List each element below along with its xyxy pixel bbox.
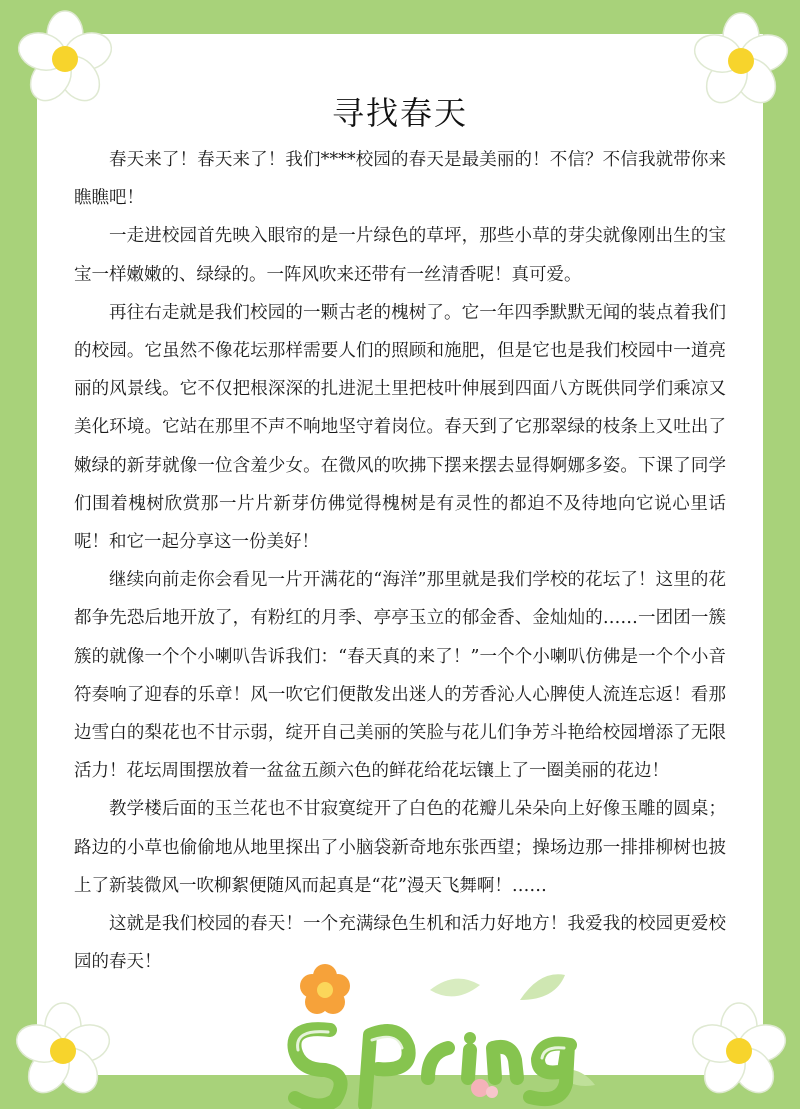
corner-flower-bottom-right-icon: [684, 996, 794, 1106]
corner-flower-bottom-left-icon: [8, 996, 118, 1106]
paragraph: 继续向前走你会看见一片开满花的“海洋”那里就是我们学校的花坛了！这里的花都争先恐后地开放了，有粉红的月季、亭亭玉立的郁金香、金灿灿的……一团团一簇簇的就像一个个小喇叭告诉我们：“春天真的来了！”一个个小喇叭仿佛是一个个小音符奏响了迎春的乐章！风一吹它们便散发出迷人的芳香沁人心脾使人流连忘返！看那边雪白的梨花也不甘示弱，绽开自己美丽的笑脸与花儿们争芳斗艳给校园增添了无限活力！花坛周围摆放着一盆盆五颜六色的鲜花给花坛镶上了一圈美丽的花边！: [74, 570, 726, 782]
paragraph: 教学楼后面的玉兰花也不甘寂寞绽开了白色的花瓣儿朵朵向上好像玉雕的圆桌；路边的小草也偷偷地从地里探出了小脑袋新奇地东张西望；操场边那一排排柳树也披上了新装微风一吹柳絮便随风而起真是“花”漫天飞舞啊！……: [74, 799, 726, 896]
paragraph: 春天来了！春天来了！我们****校园的春天是最美丽的！不信？不信我就带你来瞧瞧吧！: [74, 150, 726, 209]
spring-lettering-icon: [270, 960, 610, 1109]
document-title: 寻找春天: [331, 94, 468, 132]
paragraph: 这就是我们校园的春天！一个充满绿色生机和活力好地方！我爱我的校园更爱校园的春天！: [74, 914, 726, 973]
article-body: [74, 141, 726, 981]
paragraph: 再往右走就是我们校园的一颗古老的槐树了。它一年四季默默无闻的装点着我们的校园。它虽然不像花坛那样需要人们的照顾和施肥，但是它也是我们校园中一道亮丽的风景线。它不仅把根深深的扎进泥土里把枝叶伸展到四面八方既供同学们乘凉又美化环境。它站在那里不声不响地坚守着岗位。春天到了它那翠绿的枝条上又吐出了嫩绿的新芽就像一位含羞少女。在微风的吹拂下摆来摆去显得婀娜多姿。下课了同学们围着槐树欣赏那一片片新芽仿佛觉得槐树是有灵性的都迫不及待地向它说心里话呢！和它一起分享这一份美好！: [74, 302, 726, 553]
paragraph: 一走进校园首先映入眼帘的是一片绿色的草坪，那些小草的芽尖就像刚出生的宝宝一样嫩嫩的、绿绿的。一阵风吹来还带有一丝清香呢！真可爱。: [74, 226, 726, 285]
